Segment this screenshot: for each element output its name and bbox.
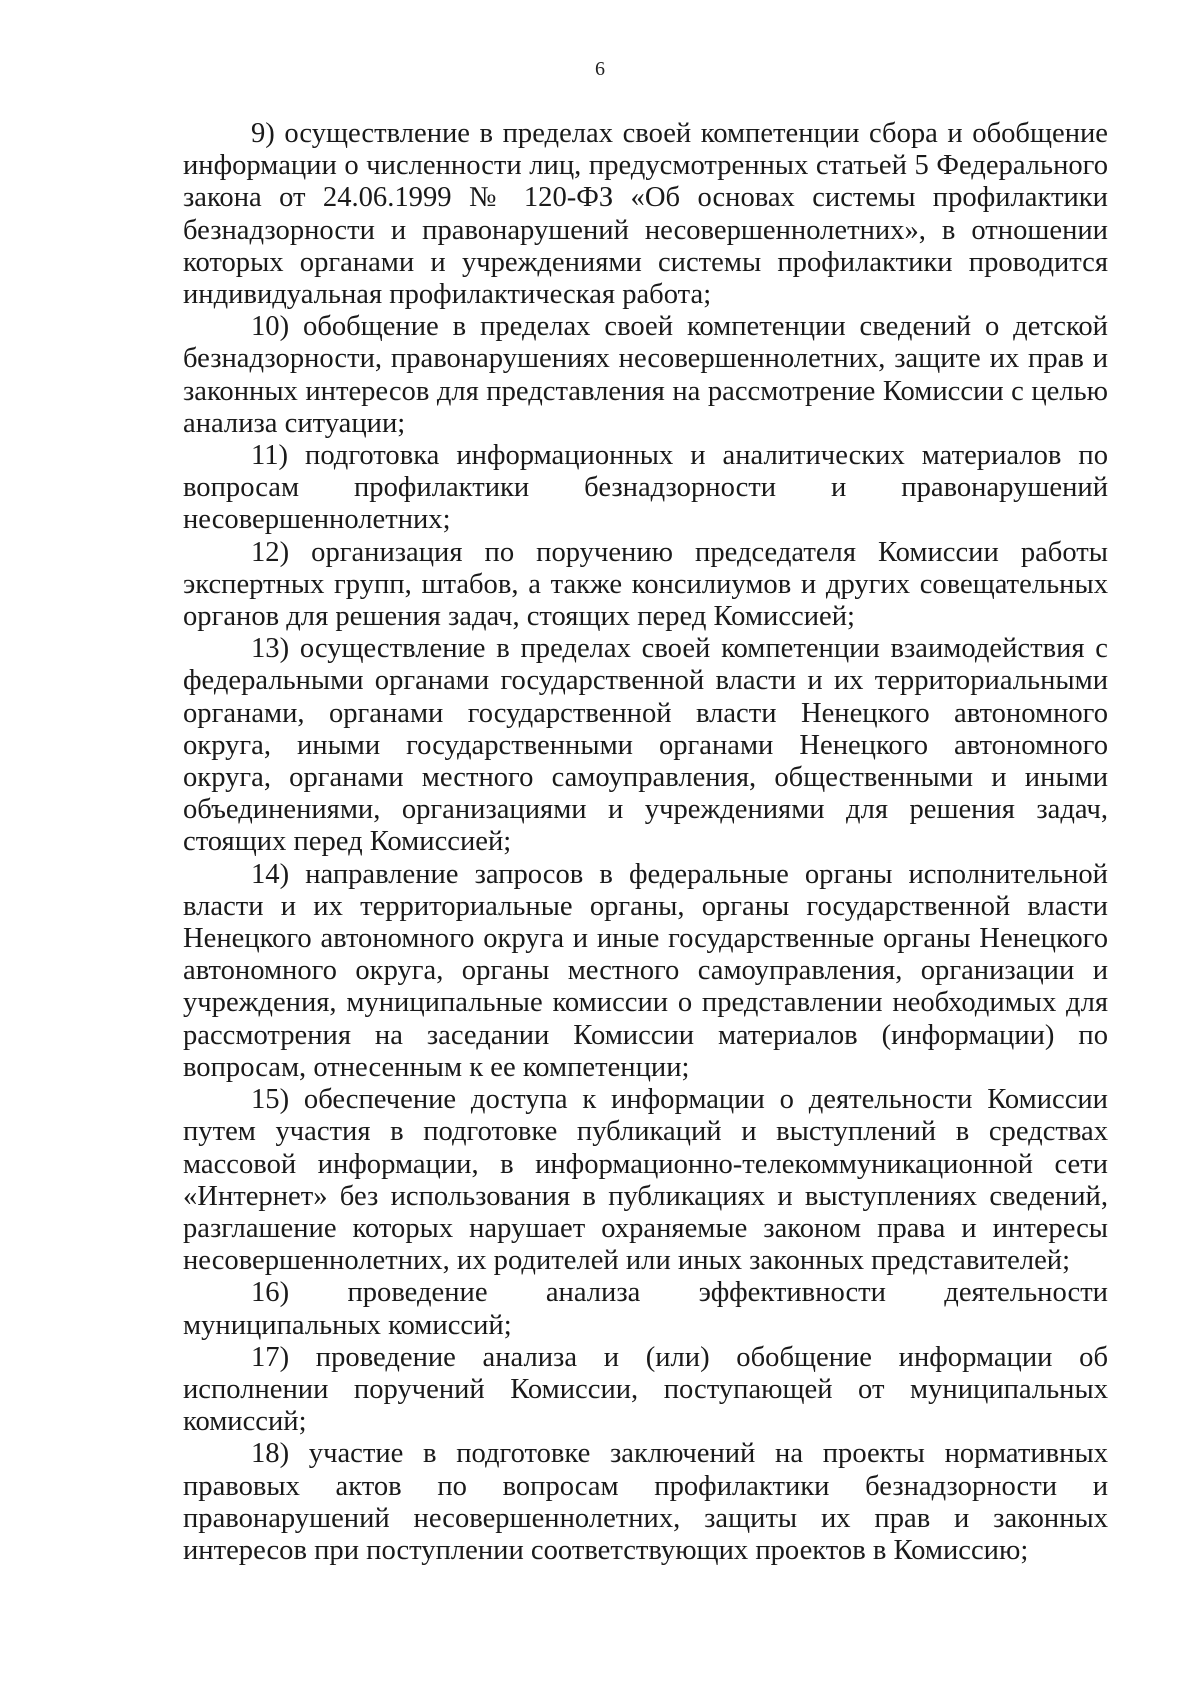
paragraph-item-14: 14) направление запросов в федеральные органы исполнительной власти и их территориальные органы, органы государственной власти Ненецкого автономного округа и иные государственные органы Ненецкого автономного округа, органы местного самоуправления, организации и учреждения, муниципальные комиссии о представлении необходимых для рассмотрения на заседании Комиссии материалов (информации) по вопросам, отнесенным к ее компетенции; bbox=[183, 858, 1108, 1083]
paragraph-item-15: 15) обеспечение доступа к информации о деятельности Комиссии путем участия в подготовке публикаций и выступлений в средствах массовой информации, в информационно-телекоммуникационной сети «Интернет» без использования в публикациях и выступлениях сведений, разглашение которых нарушает охраняемые законом права и интересы несовершеннолетних, их родителей или иных законных представителей; bbox=[183, 1084, 1108, 1277]
paragraph-item-10: 10) обобщение в пределах своей компетенции сведений о детской безнадзорности, правонарушениях несовершеннолетних, защите их прав и законных интересов для представления на рассмотрение Комиссии с целью анализа ситуации; bbox=[183, 311, 1108, 439]
paragraph-item-13: 13) осуществление в пределах своей компетенции взаимодействия с федеральными органами государственной власти и их территориальными органами, органами государственной власти Ненецкого автономного округа, иными государственными органами Ненецкого автономного округа, органами местного самоуправления, общественными и иными объединениями, организациями и учреждениями для решения задач, стоящих перед Комиссией; bbox=[183, 633, 1108, 858]
document-body bbox=[183, 118, 1108, 1567]
paragraph-item-11: 11) подготовка информационных и аналитических материалов по вопросам профилактики безнадзорности и правонарушений несовершеннолетних; bbox=[183, 440, 1108, 536]
paragraph-item-17: 17) проведение анализа и (или) обобщение информации об исполнении поручений Комиссии, поступающей от муниципальных комиссий; bbox=[183, 1341, 1108, 1438]
page-number: 6 bbox=[595, 58, 605, 80]
paragraph-item-18: 18) участие в подготовке заключений на проекты нормативных правовых актов по вопросам профилактики безнадзорности и правонарушений несовершеннолетних, защиты их прав и законных интересов при поступлении соответствующих проектов в Комиссию; bbox=[183, 1438, 1108, 1566]
paragraph-item-9: 9) осуществление в пределах своей компетенции сбора и обобщение информации о численности лиц, предусмотренных статьей 5 Федерального закона от 24.06.1999 № 120-ФЗ «Об основах системы профилактики безнадзорности и правонарушений несовершеннолетних», в отношении которых органами и учреждениями системы профилактики проводится индивидуальная профилактическая работа; bbox=[183, 118, 1108, 311]
paragraph-item-16: 16) проведение анализа эффективности деятельности муниципальных комиссий; bbox=[183, 1277, 1108, 1341]
paragraph-item-12: 12) организация по поручению председателя Комиссии работы экспертных групп, штабов, а также консилиумов и других совещательных органов для решения задач, стоящих перед Комиссией; bbox=[183, 536, 1108, 633]
